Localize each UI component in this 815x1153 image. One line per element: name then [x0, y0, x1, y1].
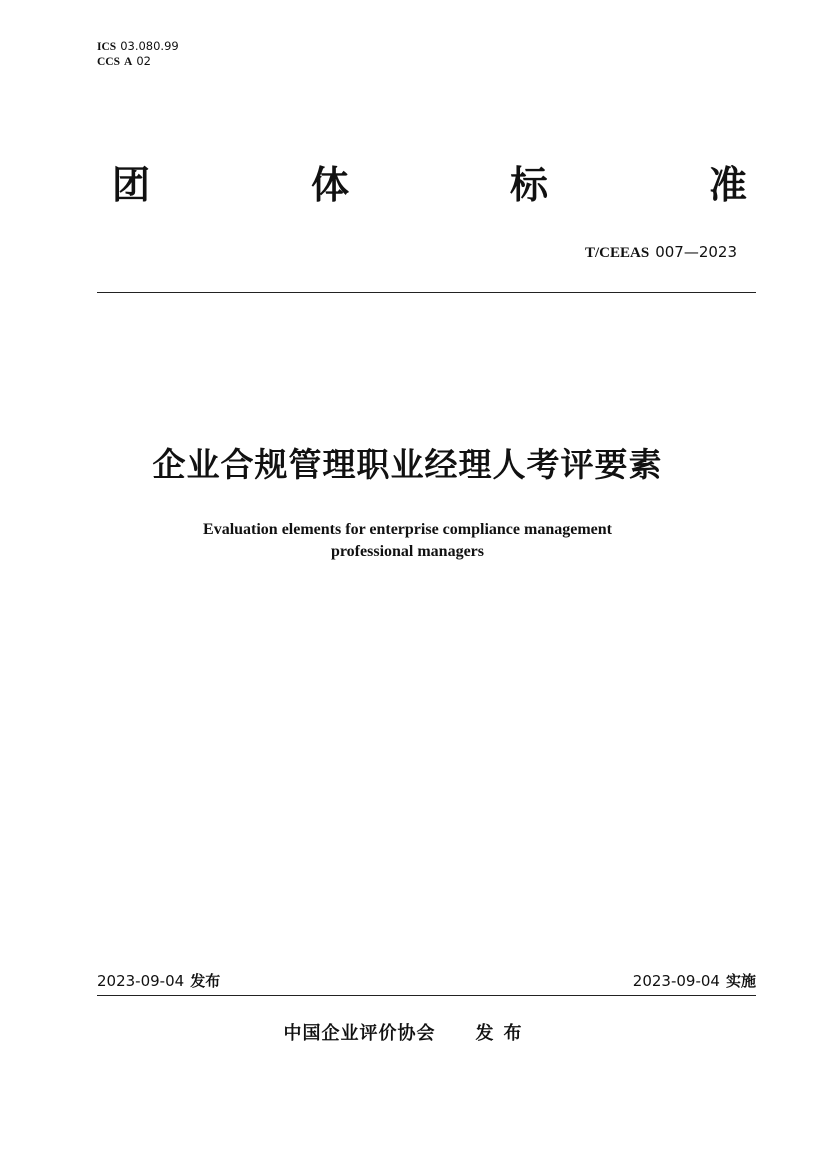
standard-prefix: T/CEEAS: [584, 245, 650, 261]
ics-label: ICS: [97, 41, 117, 53]
document-title-zh: 企业合规管理职业经理人考评要素: [152, 445, 663, 484]
heading-char-1: 团: [112, 163, 151, 207]
issue-date-block: [97, 970, 220, 991]
implement-date-block: [633, 970, 756, 991]
heading-char-3: 标: [509, 163, 548, 207]
title-en-line-2: professional managers: [330, 543, 485, 560]
publisher-line: [0, 1021, 815, 1047]
standard-type-heading: [112, 160, 747, 210]
title-en-line-1: Evaluation elements for enterprise compliance management: [203, 521, 612, 538]
ccs-code-line: [97, 54, 179, 69]
publisher-label: 发布: [475, 1023, 532, 1044]
bottom-divider: [97, 995, 756, 996]
standard-number: [585, 243, 737, 262]
classification-codes: [97, 39, 179, 69]
ics-value: 03.080.99: [120, 39, 179, 53]
heading-char-2: 体: [310, 163, 349, 207]
publisher-organization: 中国企业评价协会: [283, 1023, 436, 1044]
implement-label: 实施: [725, 972, 756, 990]
implement-date: 2023-09-04: [632, 972, 720, 990]
issue-label: 发布: [190, 972, 221, 990]
ics-code-line: [97, 39, 179, 54]
ccs-label: CCS: [97, 56, 121, 68]
ccs-letter: A: [124, 56, 133, 68]
document-title-en: [0, 519, 815, 563]
heading-char-4: 准: [708, 163, 747, 207]
standard-number-value: 007—2023: [655, 243, 737, 261]
ccs-value: 02: [136, 54, 151, 68]
top-divider: [97, 292, 756, 293]
issue-date: 2023-09-04: [97, 972, 185, 990]
